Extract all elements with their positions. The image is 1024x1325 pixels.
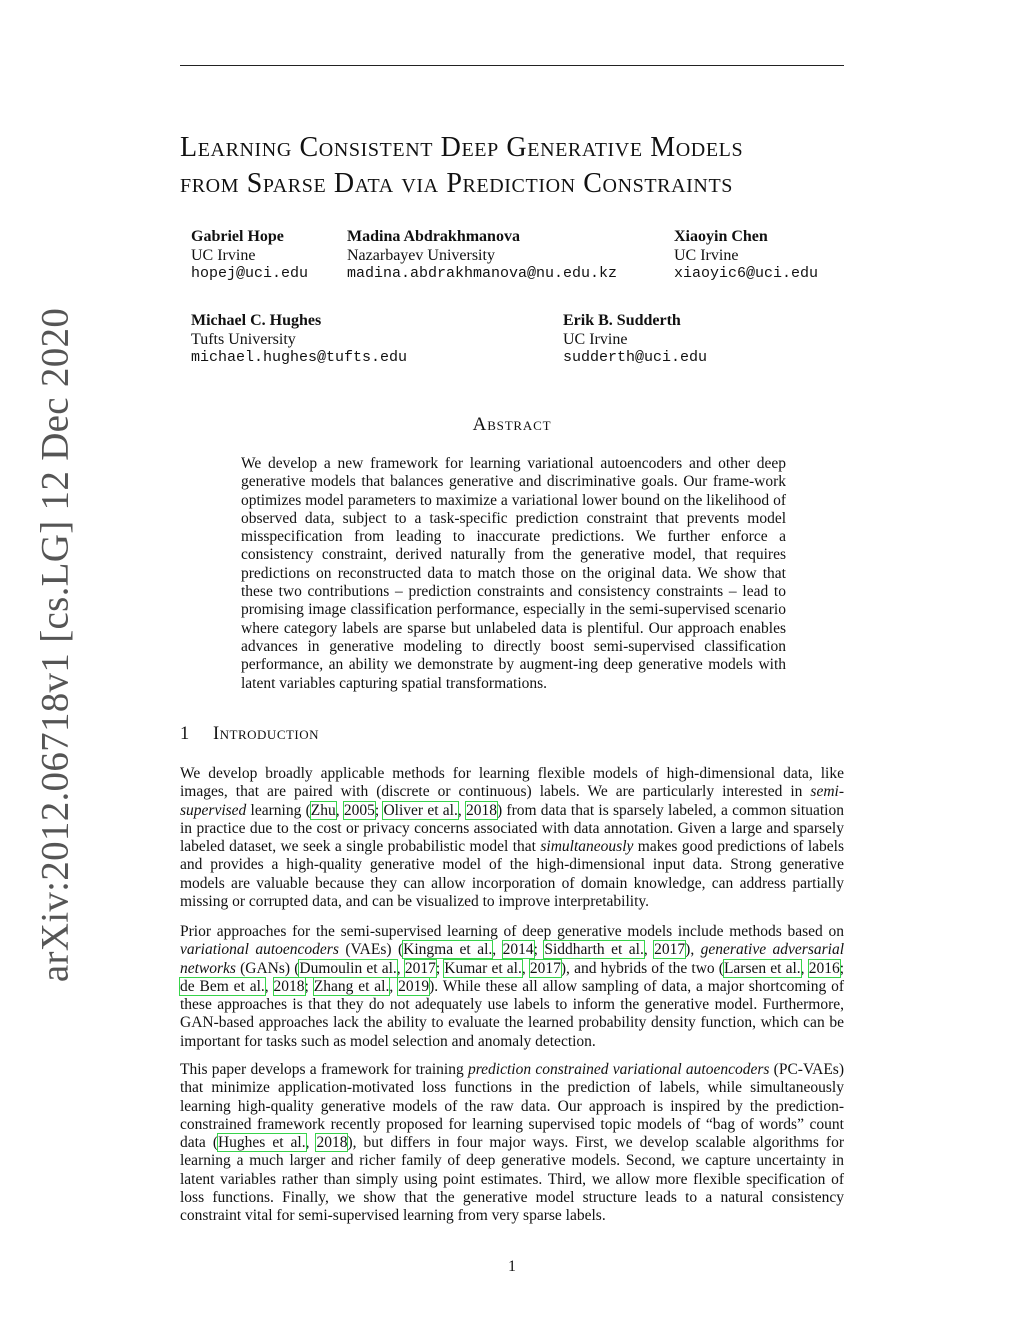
emphasis: generative adversarial networks: [180, 941, 845, 977]
emphasis: variational autoencoders: [180, 941, 339, 959]
author-affiliation: Nazarbayev University: [347, 246, 495, 264]
citation-link[interactable]: Larsen et al.: [723, 959, 801, 977]
top-rule: [180, 65, 844, 66]
separator: ,: [389, 977, 399, 995]
author-name: Gabriel Hope: [191, 228, 284, 245]
author-name: Michael C. Hughes: [191, 312, 322, 329]
citation-link[interactable]: Siddharth et al.: [544, 941, 644, 959]
section-title: Introduction: [213, 724, 320, 744]
author-block-sudderth: [563, 312, 707, 368]
text-run: We develop broadly applicable methods for learning flexible models of high-dimensional data, like images, that are paired with (discrete or continuous) labels. We are particularly interested in: [180, 765, 844, 801]
author-block-chen: [674, 228, 818, 284]
intro-paragraph-3: [180, 1061, 844, 1226]
text-run: (GANs) (: [235, 959, 300, 977]
author-affiliation: UC Irvine: [191, 246, 256, 264]
separator: ,: [492, 941, 503, 959]
abstract-body: We develop a new framework for learning variational autoencoders and other deep generative models that balances generative and discriminative goals. Our frame-work optimizes model parameters to maximize a variational lower bound on the likelihood of observed data, subject to a task-specific prediction constraint that prevents model misspecification from leading to inaccurate predictions. We further enforce a consistency constraint, derived naturally from the generative model, that requires predictions on reconstructed data to match those on the original data. We show that these two contributions – prediction constraints and consistency constraints – lead to promising image classification performance, especially in the semi-supervised scenario where category labels are sparse but unlabeled data is plentiful. Our approach enables advances in generative modeling to directly boost semi-supervised classification performance, an ability we demonstrate by augment-ing deep generative models with latent variables capturing spatial transformations.: [241, 455, 786, 692]
abstract-heading: Abstract: [472, 414, 552, 435]
citation-link[interactable]: 2005: [343, 801, 375, 819]
text-run: ). While these all allow sampling of data, a major shortcoming of these approaches is that they do not adequately use labels to inform the generative model. Furthermore, GAN-based approaches lack the ability to evaluate the learned probability density function, which can be important for tasks such as model selection and anomaly detection.: [180, 977, 845, 1050]
text-run: ) from data that is sparsely labeled, a common situation in practice due to the cost or privacy concerns associated with data annotation. Given a large and sparsely labeled dataset, we seek a single probabilistic model that: [180, 801, 844, 856]
citation-link[interactable]: 2014: [502, 941, 534, 959]
citation-link[interactable]: 2016: [808, 959, 840, 977]
section-heading: [180, 724, 319, 745]
emphasis: prediction constrained variational autoencoders: [467, 1061, 770, 1078]
citation-link[interactable]: Dumoulin et al.: [299, 959, 397, 977]
arxiv-identifier[interactable]: arXiv:2012.06718v1 [cs.LG] 12 Dec 2020: [33, 307, 77, 983]
author-name: Erik B. Sudderth: [563, 312, 681, 329]
separator: ;: [839, 959, 845, 977]
citation-link[interactable]: 2017: [654, 941, 686, 959]
text-run: ), and hybrids of the two (: [560, 959, 724, 977]
citation-link[interactable]: 2018: [273, 977, 305, 995]
text-run: (PC-VAEs) that minimize application-motivated loss functions in the prediction of labels, while simultaneously learning high-quality generative models of the raw data. Our approach is inspired by the prediction-constrained framework recently proposed for learning supervised topic models of “bag of words” count data (: [180, 1061, 845, 1152]
separator: ;: [374, 801, 384, 819]
separator: ,: [457, 801, 466, 819]
author-name: Madina Abdrakhmanova: [347, 228, 520, 245]
section-number: 1: [180, 724, 190, 744]
citation-link[interactable]: 2017: [404, 959, 436, 977]
separator: ,: [800, 959, 809, 977]
text-run: (VAEs) (: [338, 941, 404, 959]
citation-link[interactable]: Zhu: [310, 801, 336, 819]
author-affiliation: Tufts University: [191, 330, 296, 348]
author-email[interactable]: hopej@uci.edu: [191, 265, 309, 282]
author-block-hope: [191, 228, 308, 284]
citation-link[interactable]: 2017: [529, 959, 561, 977]
text-run: ),: [685, 941, 701, 959]
text-run: This paper develops a framework for training: [180, 1061, 468, 1078]
separator: ;: [435, 959, 445, 977]
separator: ,: [396, 959, 405, 977]
text-run: learning (: [246, 801, 311, 819]
emphasis: semi-supervised: [180, 783, 844, 819]
author-email[interactable]: xiaoyic6@uci.edu: [674, 265, 819, 282]
text-run: ), but differs in four major ways. First, we develop scalable algorithms for learning a much larger and richer family of deep generative models. Second, we capture uncertainty in latent variables rather than simply using point estimates. Third, we allow more flexible specification of loss functions. Finally, we show that the generative model structure leads to a natural consistency constraint vital for semi-supervised learning from very sparse labels.: [180, 1134, 845, 1225]
citation-link[interactable]: 2018: [316, 1134, 348, 1152]
title-line-2: from Sparse Data via Prediction Constraints: [180, 168, 733, 199]
citation-link[interactable]: Oliver et al.: [383, 801, 458, 819]
separator: ;: [304, 977, 314, 995]
author-affiliation: UC Irvine: [563, 330, 628, 348]
intro-paragraph-1: [180, 765, 844, 911]
text-run: Prior approaches for the semi-supervised learning of deep generative models include methods based on: [180, 923, 844, 940]
separator: ,: [305, 1134, 317, 1152]
page-number: 1: [508, 1258, 516, 1275]
separator: ,: [264, 977, 274, 995]
author-email[interactable]: sudderth@uci.edu: [563, 349, 708, 366]
author-affiliation: UC Irvine: [674, 246, 739, 264]
paper-title: [180, 130, 880, 202]
title-line-1: Learning Consistent Deep Generative Models: [180, 132, 744, 163]
emphasis: simultaneously: [540, 838, 634, 856]
author-block-hughes: [191, 312, 407, 368]
citation-link[interactable]: Kumar et al.: [444, 959, 522, 977]
citation-link[interactable]: Kingma et al.: [403, 941, 493, 959]
separator: ,: [643, 941, 655, 959]
separator: ;: [533, 941, 545, 959]
separator: ,: [335, 801, 344, 819]
author-name: Xiaoyin Chen: [674, 228, 768, 245]
citation-link[interactable]: Zhang et al.: [313, 977, 390, 995]
citation-link[interactable]: de Bem et al.: [180, 977, 265, 995]
citation-link[interactable]: Hughes et al.: [217, 1134, 306, 1152]
text-run: makes good predictions of labels and provides a high-quality generative model of the high-dimensional input data. Strong generative models are valuable because they can allow incorporation of domain knowledge, can address partially missing or corrupted data, and can be visualized to improve interpretability.: [180, 838, 844, 911]
author-block-abdrakhmanova: [347, 228, 617, 284]
separator: ,: [521, 959, 530, 977]
author-email[interactable]: michael.hughes@tufts.edu: [191, 349, 408, 366]
author-email[interactable]: madina.abdrakhmanova@nu.edu.kz: [347, 265, 618, 282]
citation-link[interactable]: 2019: [398, 977, 430, 995]
intro-paragraph-2: [180, 923, 844, 1051]
citation-link[interactable]: 2018: [465, 801, 497, 819]
